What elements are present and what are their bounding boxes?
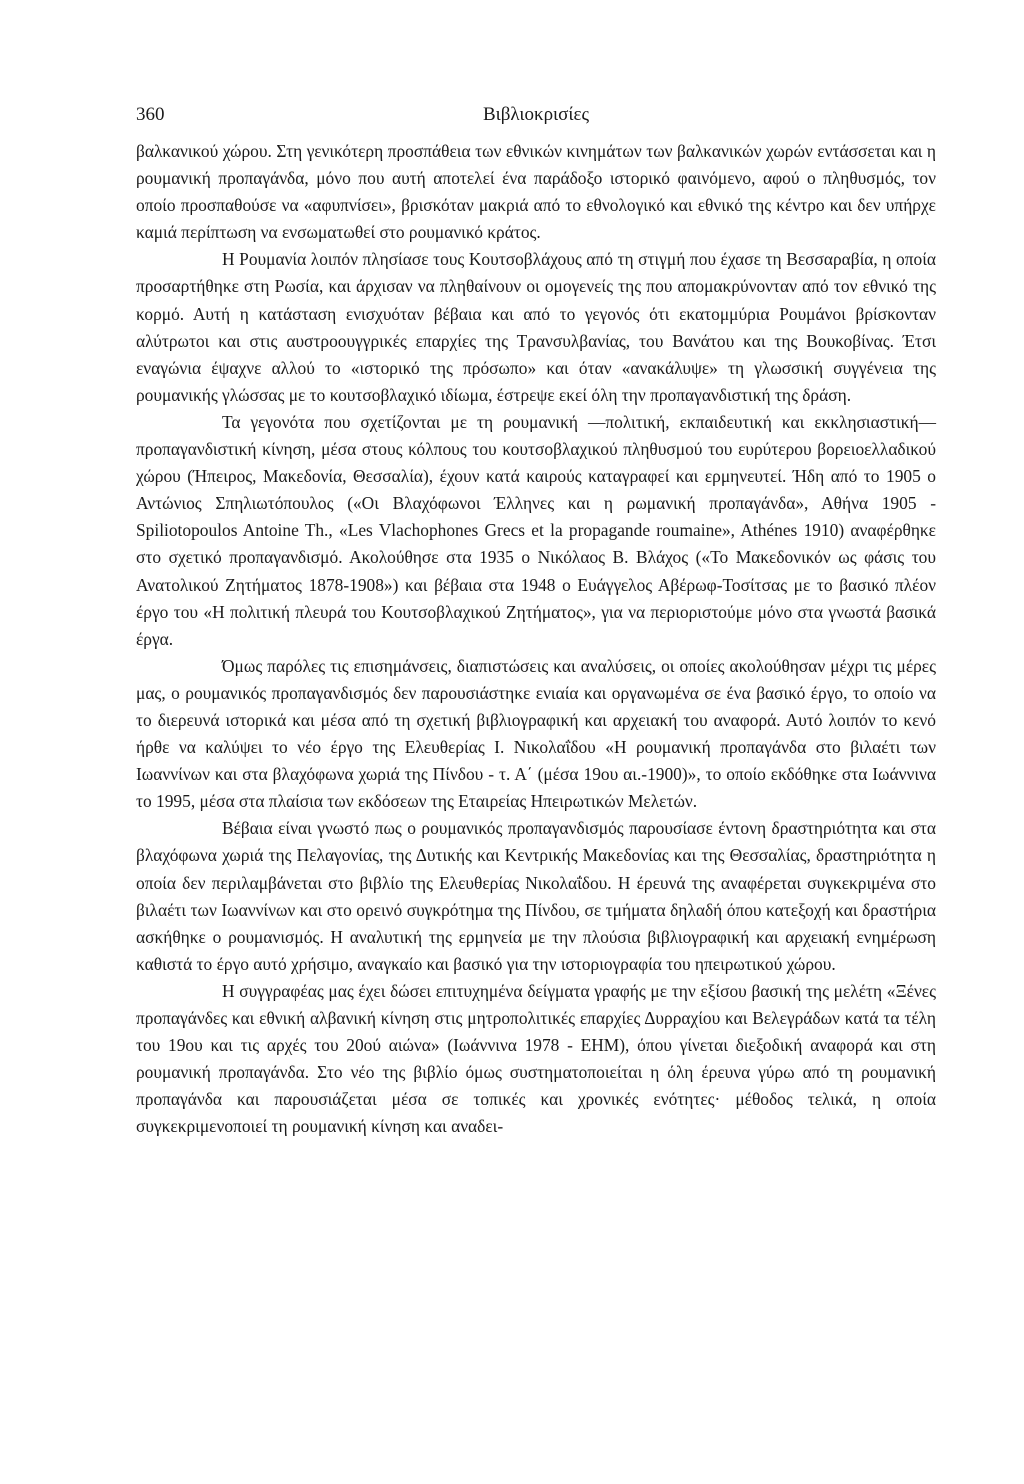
paragraph: Βέβαια είναι γνωστό πως ο ρουμανικός προπαγανδισμός παρουσίασε έντονη δραστηριότητα και στα βλαχόφωνα χωριά της Πελαγονίας, της Δυτικής και Κεντρικής Μακεδονίας και της Θεσσαλίας, δραστηριότητα η οποία δεν περιλαμβάνεται στο βιβλίο της Ελευθερίας Νικολαΐδου. Η έρευνά της αναφέρεται συγκεκριμένα στο βιλαέτι των Ιωαννίνων και στο ορεινό συγκρότημα της Πίνδου, σε τμήματα δηλαδή όπου κατεξοχή και δραστήρια ασκήθηκε ο ρουμανισμός. Η αναλυτική της ερμηνεία με την πλούσια βιβλιογραφική και αρχειακή ενημέρωση καθιστά το έργο αυτό χρήσιμο, αναγκαίο και βασικό για την ιστοριογραφία του ηπειρωτικού χώρου.: [136, 818, 936, 974]
page-number: 360: [136, 104, 165, 125]
paragraph: Η συγγραφέας μας έχει δώσει επιτυχημένα δείγματα γραφής με την εξίσου βασική της μελέτη «Ξένες προπαγάνδες και εθνική αλβανική κίνηση στις μητροπολιτικές επαρχίες Δυρραχίου και Βελεγράδων κατά τα τέλη του 19ου και τις αρχές του 20ού αιώνα» (Ιωάννινα 1978 - ΕΗΜ), όπου γίνεται διεξοδική αναφορά και στη ρουμανική προπαγάνδα. Στο νέο της βιβλίο όμως συστηματοποιείται η όλη έρευνα γύρω από τη ρουμανική προπαγάνδα και παρουσιάζεται μέσα σε τοπικές και χρονικές ενότητες· μέθοδος τελικά, η οποία συγκεκριμενοποιεί τη ρουμανική κίνηση και αναδει-: [136, 980, 936, 1137]
running-title: Βιβλιοκρισίες: [482, 104, 590, 125]
paragraph-continuation: βαλκανικού χώρου. Στη γενικότερη προσπάθεια των εθνικών κινημάτων των βαλκανικών χωρών εντάσσεται και η ρουμανική προπαγάνδα, μόνο που αυτή αποτελεί ένα παράδοξο ιστορικό φαινόμενο, αφού ο πληθυσμός, τον οποίο προσπαθούσε να «αφυπνίσει», βρισκόταν μακριά από το εθνολογικό και εθνικό της κέντρο και δεν υπήρχε καμιά περίπτωση να ενσωματωθεί στο ρουμανικό κράτος.: [136, 141, 936, 243]
page-header: [136, 104, 936, 134]
paragraph: Όμως παρόλες τις επισημάνσεις, διαπιστώσεις και αναλύσεις, οι οποίες ακολούθησαν μέχρι τις μέρες μας, ο ρουμανικός προπαγανδισμός δεν παρουσιάστηκε ενιαία και οργανωμένα σε ένα βασικό έργο, το οποίο να το διερευνά ιστορικά και μέσα από τη σχετική βιβλιογραφική και αρχειακή του αναφορά. Αυτό λοιπόν το κενό ήρθε να καλύψει το νέο έργο της Ελευθερίας Ι. Νικολαΐδου «Η ρουμανική προπαγάνδα στο βιλαέτι των Ιωαννίνων και στα βλαχόφωνα χωριά της Πίνδου - τ. Α΄ (μέσα 19ου αι.-1900)», το οποίο εκδόθηκε στα Ιωάννινα το 1995, μέσα στα πλαίσια των εκδόσεων της Εταιρείας Ηπειρωτικών Μελετών.: [136, 655, 936, 812]
body-text: [136, 138, 936, 1140]
paragraph: Η Ρουμανία λοιπόν πλησίασε τους Κουτσοβλάχους από τη στιγμή που έχασε τη Βεσσαραβία, η οποία προσαρτήθηκε στη Ρωσία, και άρχισαν να πληθαίνουν οι ομογενείς της που απομακρύνονταν από τον εθνικό της κορμό. Αυτή η κατάσταση ενισχυόταν βέβαια και από το γεγονός ότι εκατομμύρια Ρουμάνοι βρίσκονταν αλύτρωτοι και στις αυστροουγγρικές επαρχίες της Τρανσυλβανίας, του Βανάτου και της Βουκοβίνας. Έτσι εναγώνια έψαχνε αλλού το «ιστορικό της πρόσωπο» και όταν «ανακάλυψε» τη γλωσσική συγγένεια της ρουμανικής γλώσσας με το κουτσοβλαχικό ιδίωμα, έστρεψε εκεί όλη την προπαγανδιστική της δράση.: [136, 249, 936, 405]
paragraph: Τα γεγονότα που σχετίζονται με τη ρουμανική —πολιτική, εκπαιδευτική και εκκλησιαστική— προπαγανδιστική κίνηση, μέσα στους κόλπους του κουτσοβλαχικού πληθυσμού του ευρύτερου βορειοελλαδικού χώρου (Ήπειρος, Μακεδονία, Θεσσαλία), έχουν κατά καιρούς καταγραφεί και ερμηνευτεί. Ήδη από το 1905 ο Αντώνιος Σπηλιωτόπουλος («Οι Βλαχόφωνοι Έλληνες και η ρωμανική προπαγάνδα», Αθήνα 1905 - Spiliotopoulos Antoine Th., «Les Vlachophones Grecs et la propagande roumaine», Athénes 1910) αναφέρθηκε στο σχετικό προπαγανδισμό. Ακολούθησε στα 1935 ο Νικόλαος Β. Βλάχος («Το Μακεδονικόν ως φάσις του Ανατολικού Ζητήματος 1878-1908») και βέβαια στα 1948 ο Ευάγγελος Αβέρωφ-Τοσίτσας με το βασικό πλέον έργο του «Η πολιτική πλευρά του Κουτσοβλαχικού Ζητήματος», για να περιοριστούμε μόνο στα γνωστά βασικά έργα.: [136, 411, 936, 649]
